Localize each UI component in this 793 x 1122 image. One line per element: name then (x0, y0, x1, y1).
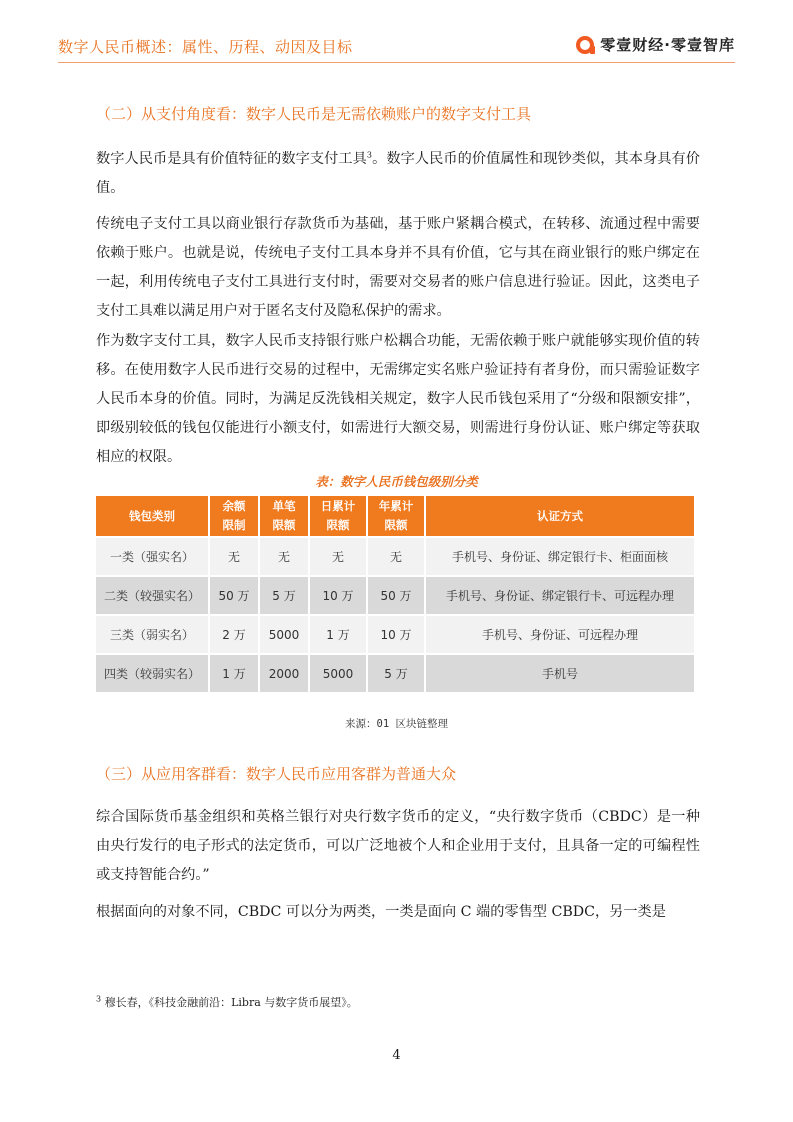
cell-type: 二类（较强实名） (96, 577, 208, 614)
cell-balance: 1 万 (210, 655, 258, 692)
header-yearly-limit (368, 496, 424, 536)
brand (576, 34, 735, 55)
header-balance-limit (210, 496, 258, 536)
cell-daily: 无 (310, 538, 366, 575)
header-divider (58, 62, 735, 63)
paragraph-text: 数字人民币是具有价值特征的数字支付工具 (96, 151, 367, 167)
cell-balance: 50 万 (210, 577, 258, 614)
footnote-ref[interactable]: 3 (366, 150, 373, 160)
header-single-limit (260, 496, 308, 536)
brand-logo-icon (576, 36, 594, 54)
header-line: 限额 (272, 518, 296, 532)
header-line: 日累计 (320, 499, 356, 513)
cell-type: 三类（弱实名） (96, 616, 208, 653)
section-2-title: （二）从支付角度看：数字人民币是无需依赖账户的数字支付工具 (96, 105, 532, 123)
header-wallet-type: 钱包类别 (96, 496, 208, 536)
cell-balance: 无 (210, 538, 258, 575)
table-source: 来源：01 区块链整理 (345, 718, 448, 730)
header-line: 余额 (222, 499, 246, 513)
header-title: 数字人民币概述：属性、历程、动因及目标 (58, 38, 353, 56)
cell-single: 2000 (260, 655, 308, 692)
section-3-title: （三）从应用客群看：数字人民币应用客群为普通大众 (96, 765, 457, 783)
table-row (96, 577, 694, 614)
cell-yearly: 50 万 (368, 577, 424, 614)
cell-daily: 5000 (310, 655, 366, 692)
brand-name: 零壹财经·零壹智库 (600, 36, 735, 54)
table-caption: 表：数字人民币钱包级别分类 (315, 474, 478, 489)
section-2-paragraph-2: 传统电子支付工具以商业银行存款货币为基础，基于账户紧耦合模式，在转移、流通过程中需要依赖于账户。也就是说，传统电子支付工具本身并不具有价值，它与其在商业银行的账户绑定在一起，利用传统电子支付工具进行支付时，需要对交易者的账户信息进行验证。因此，这类电子支付工具难以满足用户对于匿名支付及隐私保护的需求。 (96, 216, 700, 319)
section-3-paragraph-1: 综合国际货币基金组织和英格兰银行对央行数字货币的定义，“央行数字货币（CBDC）是一种由央行发行的电子形式的法定货币，可以广泛地被个人和企业用于支付，且具备一定的可编程性或支持智能合约。” (96, 809, 700, 883)
table-row (96, 538, 694, 575)
header-daily-limit (310, 496, 366, 536)
paragraph-text: 。数字人民币的价值属性和现钞类似，其本身具有价值。 (96, 151, 700, 196)
cell-single: 5 万 (260, 577, 308, 614)
cell-type: 四类（较弱实名） (96, 655, 208, 692)
cell-type: 一类（强实名） (96, 538, 208, 575)
header-auth-method: 认证方式 (426, 496, 694, 536)
table-row (96, 616, 694, 653)
table-row (96, 655, 694, 692)
section-3-paragraph-2: 根据面向的对象不同，CBDC 可以分为两类，一类是面向 C 端的零售型 CBDC，另一类是 (96, 904, 666, 920)
cell-daily: 10 万 (310, 577, 366, 614)
cell-auth: 手机号 (426, 655, 694, 692)
cell-daily: 1 万 (310, 616, 366, 653)
header-line: 年累计 (378, 499, 414, 513)
page-header (0, 0, 793, 70)
cell-yearly: 无 (368, 538, 424, 575)
cell-auth: 手机号、身份证、绑定银行卡、柜面面核 (426, 538, 694, 575)
cell-auth: 手机号、身份证、可远程办理 (426, 616, 694, 653)
footnote (96, 994, 358, 1010)
header-line: 单笔 (272, 499, 296, 513)
cell-balance: 2 万 (210, 616, 258, 653)
page-number: 4 (392, 1048, 401, 1063)
cell-single: 5000 (260, 616, 308, 653)
footnote-text: 穆长春，《科技金融前沿：Libra 与数字货币展望》。 (101, 996, 358, 1009)
section-2-paragraph-3: 作为数字支付工具，数字人民币支持银行账户松耦合功能，无需依赖于账户就能够实现价值的转移。在使用数字人民币进行交易的过程中，无需绑定实名账户验证持有者身份，而只需验证数字人民币本身的价值。同时，为满足反洗钱相关规定，数字人民币钱包采用了“分级和限额安排”，即级别较低的钱包仅能进行小额支付，如需进行大额交易，则需进行身份认证、账户绑定等获取相应的权限。 (96, 333, 700, 465)
cell-yearly: 5 万 (368, 655, 424, 692)
wallet-level-table (94, 494, 696, 694)
cell-single: 无 (260, 538, 308, 575)
cell-yearly: 10 万 (368, 616, 424, 653)
header-line: 限制 (222, 518, 246, 532)
section-2-paragraph-1 (96, 145, 700, 203)
cell-auth: 手机号、身份证、绑定银行卡、可远程办理 (426, 577, 694, 614)
header-line: 限额 (326, 518, 350, 532)
header-line: 限额 (384, 518, 408, 532)
table-header-row (96, 496, 694, 536)
footnote-mark: 3 (96, 994, 102, 1004)
